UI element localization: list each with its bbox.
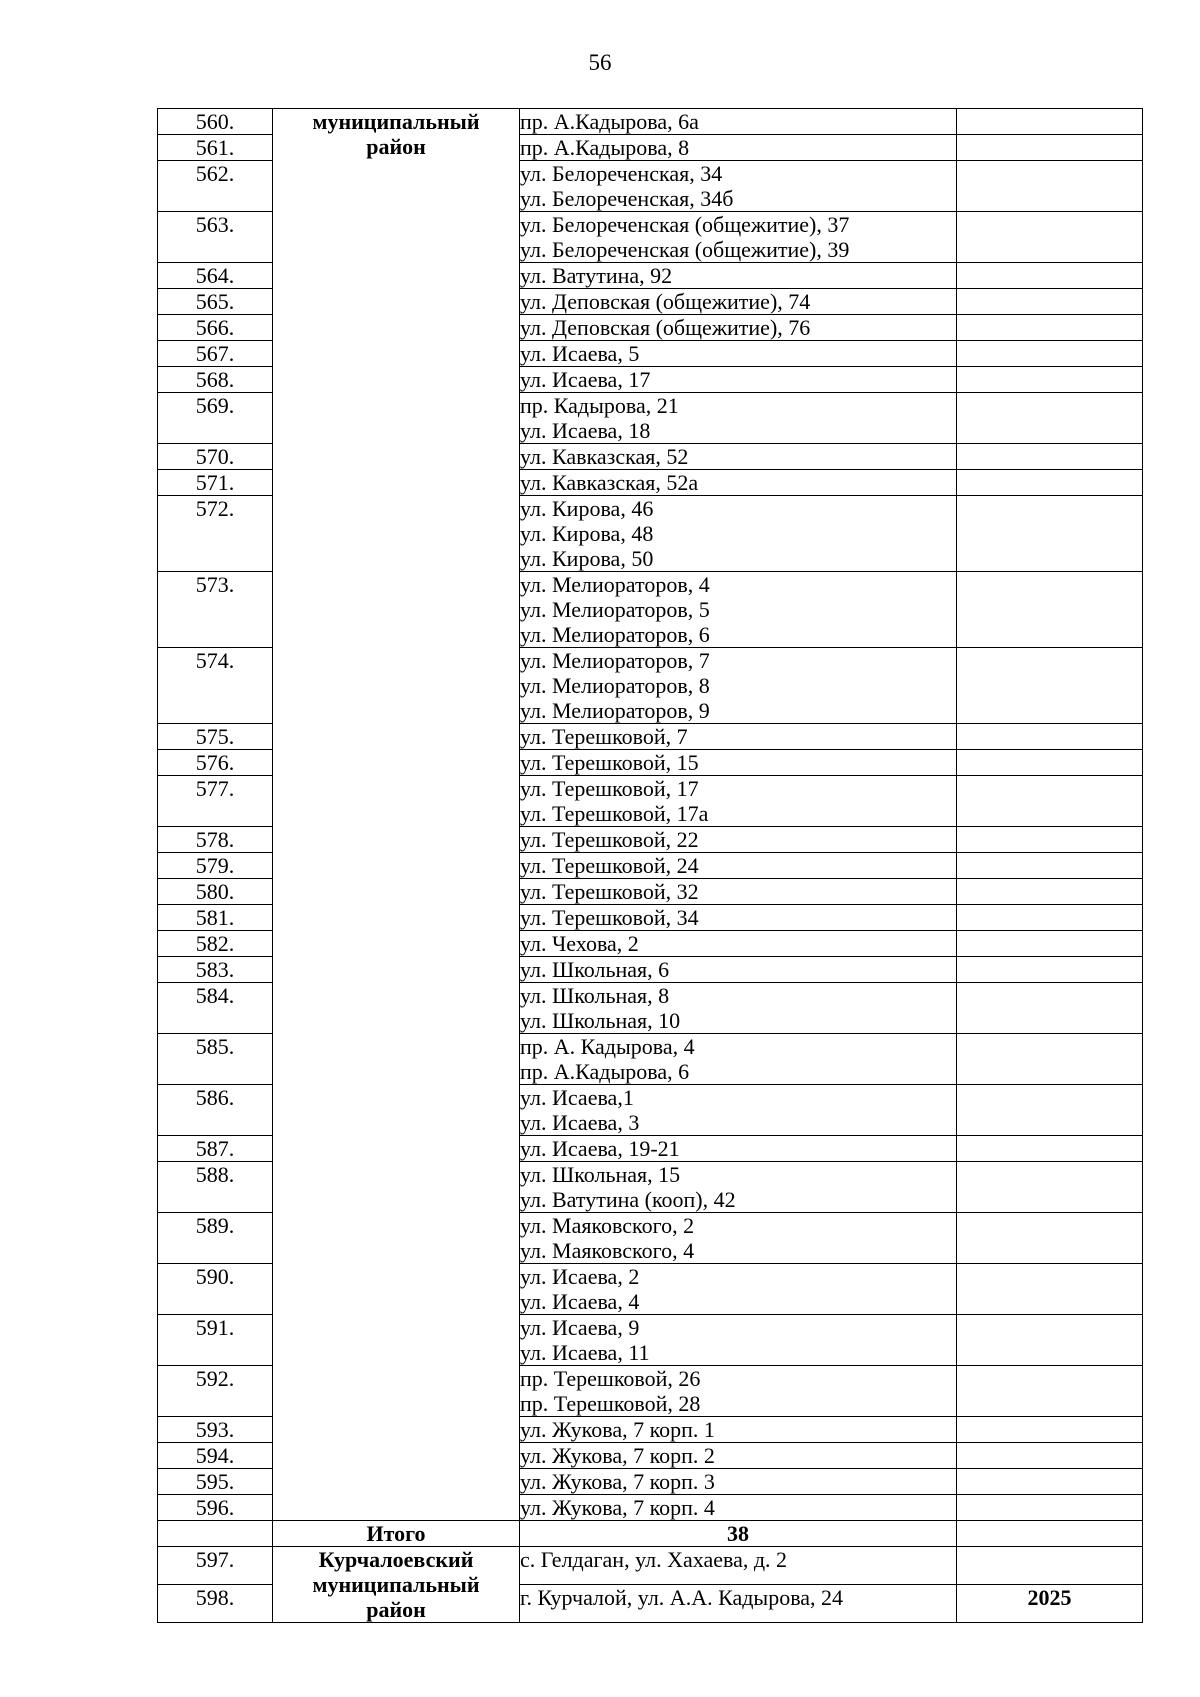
year-cell [957,1085,1143,1136]
address-cell [520,572,957,648]
year-cell [957,1136,1143,1162]
year-cell [957,212,1143,263]
address-cell [520,1585,957,1623]
address-cell [520,1162,957,1213]
address-line: ул. Белореченская (общежитие), 39 [520,237,850,262]
row-number: 589. [158,1213,273,1264]
address-line: пр. Терешковой, 28 [520,1391,701,1416]
year-cell [957,983,1143,1034]
row-number: 594. [158,1443,273,1469]
year-cell [957,289,1143,315]
row-number: 577. [158,776,273,827]
year-cell [957,393,1143,444]
district-name [273,1547,520,1623]
address-cell [520,983,957,1034]
address-line: ул. Исаева, 9 [520,1315,640,1340]
district-name [273,109,520,1521]
address-line: ул. Мелиораторов, 8 [520,673,710,698]
row-number: 560. [158,109,273,135]
year-cell [957,648,1143,724]
year-cell [957,109,1143,135]
year-cell [957,1366,1143,1417]
year-cell [957,1264,1143,1315]
address-cell [520,161,957,212]
address-cell [520,1213,957,1264]
table-row [158,109,1143,135]
page-number: 56 [588,50,612,75]
address-line: пр. Кадырова, 21 [520,393,679,418]
address-cell [520,496,957,572]
year-cell [957,1521,1143,1547]
address-line: ул. Исаева, 19-21 [520,1136,680,1161]
address-cell [520,135,957,161]
year-cell [957,1034,1143,1085]
address-line: ул. Мелиораторов, 7 [520,648,710,673]
address-line: ул. Жукова, 7 корп. 3 [520,1469,715,1494]
year-cell [957,1315,1143,1366]
district-name-line: муниципальный [312,109,480,134]
address-line: ул. Мелиораторов, 9 [520,698,710,723]
year-cell [957,905,1143,931]
year-cell [957,1417,1143,1443]
row-number: 590. [158,1264,273,1315]
address-cell [520,853,957,879]
address-line: ул. Маяковского, 2 [520,1213,695,1238]
registry-body [158,109,1143,1623]
row-number: 563. [158,212,273,263]
year-cell [957,161,1143,212]
row-number: 568. [158,367,273,393]
year-cell [957,750,1143,776]
address-line: ул. Ватутина, 92 [520,263,673,288]
address-line: ул. Терешковой, 32 [520,879,699,904]
row-number: 596. [158,1495,273,1521]
year-cell [957,444,1143,470]
address-line: ул. Мелиораторов, 4 [520,572,710,597]
address-cell [520,393,957,444]
address-line: ул. Маяковского, 4 [520,1238,695,1263]
year-cell [957,1547,1143,1585]
address-line: ул. Терешковой, 17а [520,801,709,826]
year-cell [957,1213,1143,1264]
row-number: 576. [158,750,273,776]
total-row [158,1521,1143,1547]
row-number: 582. [158,931,273,957]
address-cell [520,289,957,315]
address-line: ул. Исаева, 3 [520,1110,640,1135]
row-number: 564. [158,263,273,289]
row-number: 561. [158,135,273,161]
address-line: ул. Деповская (общежитие), 76 [520,315,811,340]
address-line: ул. Школьная, 10 [520,1008,681,1033]
address-line: ул. Кавказская, 52а [520,470,699,495]
district-name-line: район [366,1597,426,1622]
address-cell [520,367,957,393]
row-number: 587. [158,1136,273,1162]
address-line: ул. Исаева, 2 [520,1264,640,1289]
total-count: 38 [520,1521,957,1547]
row-number: 583. [158,957,273,983]
year-cell [957,931,1143,957]
row-number: 570. [158,444,273,470]
row-number: 562. [158,161,273,212]
address-line: ул. Деповская (общежитие), 74 [520,289,811,314]
year-cell [957,853,1143,879]
address-line: ул. Школьная, 8 [520,983,670,1008]
row-number: 575. [158,724,273,750]
row-number: 567. [158,341,273,367]
address-cell [520,109,957,135]
address-line: ул. Жукова, 7 корп. 1 [520,1417,715,1442]
row-number: 586. [158,1085,273,1136]
address-cell [520,957,957,983]
year-cell [957,263,1143,289]
address-cell [520,648,957,724]
address-line: ул. Исаева, 4 [520,1289,640,1314]
row-number: 578. [158,827,273,853]
address-line: ул. Исаева,1 [520,1085,634,1110]
address-line: пр. А. Кадырова, 4 [520,1034,695,1059]
address-cell [520,1136,957,1162]
year-cell [957,957,1143,983]
year-cell [957,1469,1143,1495]
address-cell [520,315,957,341]
address-line: ул. Чехова, 2 [520,931,639,956]
total-number-cell [158,1521,273,1547]
address-line: ул. Ватутина (кооп), 42 [520,1187,736,1212]
row-number: 571. [158,470,273,496]
year-cell [957,572,1143,648]
row-number: 566. [158,315,273,341]
address-line: ул. Терешковой, 22 [520,827,699,852]
address-cell [520,263,957,289]
address-line: ул. Кирова, 48 [520,521,654,546]
row-number: 595. [158,1469,273,1495]
address-line: ул. Исаева, 11 [520,1340,650,1365]
row-number: 585. [158,1034,273,1085]
address-cell [520,1443,957,1469]
address-line: пр. А.Кадырова, 8 [520,135,690,160]
address-cell [520,444,957,470]
address-line: ул. Исаева, 18 [520,418,651,443]
address-line: пр. А.Кадырова, 6 [520,1059,690,1084]
year-cell [957,879,1143,905]
address-cell [520,931,957,957]
address-line: г. Курчалой, ул. А.А. Кадырова, 24 [520,1585,844,1610]
address-cell [520,470,957,496]
address-cell [520,827,957,853]
address-cell [520,1547,957,1585]
address-cell [520,1495,957,1521]
year-cell [957,1443,1143,1469]
address-cell [520,341,957,367]
address-line: ул. Белореченская, 34б [520,186,734,211]
address-cell [520,724,957,750]
address-line: ул. Мелиораторов, 6 [520,622,710,647]
year-cell [957,827,1143,853]
address-line: ул. Жукова, 7 корп. 2 [520,1443,715,1468]
address-line: ул. Белореченская, 34 [520,161,723,186]
year-cell [957,724,1143,750]
address-line: ул. Школьная, 6 [520,957,670,982]
row-number: 588. [158,1162,273,1213]
year-cell [957,315,1143,341]
address-cell [520,905,957,931]
row-number: 592. [158,1366,273,1417]
address-line: пр. А.Кадырова, 6а [520,109,699,134]
address-cell [520,1315,957,1366]
row-number: 584. [158,983,273,1034]
address-line: ул. Кавказская, 52 [520,444,689,469]
row-number: 574. [158,648,273,724]
address-line: ул. Школьная, 15 [520,1162,681,1187]
row-number: 573. [158,572,273,648]
address-cell [520,1366,957,1417]
address-line: ул. Жукова, 7 корп. 4 [520,1495,715,1520]
address-line: ул. Исаева, 17 [520,367,651,392]
address-line: с. Гелдаган, ул. Хахаева, д. 2 [520,1547,788,1572]
year-cell [957,367,1143,393]
row-number: 591. [158,1315,273,1366]
address-line: ул. Белореченская (общежитие), 37 [520,212,850,237]
row-number: 581. [158,905,273,931]
address-line: ул. Кирова, 46 [520,496,654,521]
address-cell [520,1469,957,1495]
address-line: ул. Терешковой, 24 [520,853,699,878]
row-number: 580. [158,879,273,905]
year-cell [957,1495,1143,1521]
year-cell: 2025 [957,1585,1143,1623]
district-name-line: район [366,134,426,159]
address-line: ул. Терешковой, 17 [520,776,699,801]
year-cell [957,470,1143,496]
year-cell [957,776,1143,827]
row-number: 579. [158,853,273,879]
address-cell [520,776,957,827]
address-line: ул. Терешковой, 15 [520,750,699,775]
address-line: ул. Кирова, 50 [520,546,654,571]
address-cell [520,212,957,263]
row-number: 598. [158,1585,273,1623]
row-number: 593. [158,1417,273,1443]
row-number: 565. [158,289,273,315]
address-cell [520,1417,957,1443]
address-cell [520,879,957,905]
district-name-line: муниципальный [312,1572,480,1597]
address-cell [520,1034,957,1085]
address-cell [520,1085,957,1136]
address-line: ул. Терешковой, 7 [520,724,688,749]
row-number: 569. [158,393,273,444]
address-line: ул. Мелиораторов, 5 [520,597,710,622]
year-cell [957,341,1143,367]
district-name-line: Курчалоевский [318,1547,474,1572]
year-cell [957,1162,1143,1213]
housing-registry-table [157,108,1143,1623]
address-cell [520,750,957,776]
address-line: ул. Исаева, 5 [520,341,640,366]
year-cell [957,135,1143,161]
year-cell [957,496,1143,572]
address-cell [520,1264,957,1315]
address-line: пр. Терешковой, 26 [520,1366,701,1391]
total-label: Итого [273,1521,520,1547]
row-number: 597. [158,1547,273,1585]
row-number: 572. [158,496,273,572]
address-line: ул. Терешковой, 34 [520,905,699,930]
table-row [158,1547,1143,1585]
